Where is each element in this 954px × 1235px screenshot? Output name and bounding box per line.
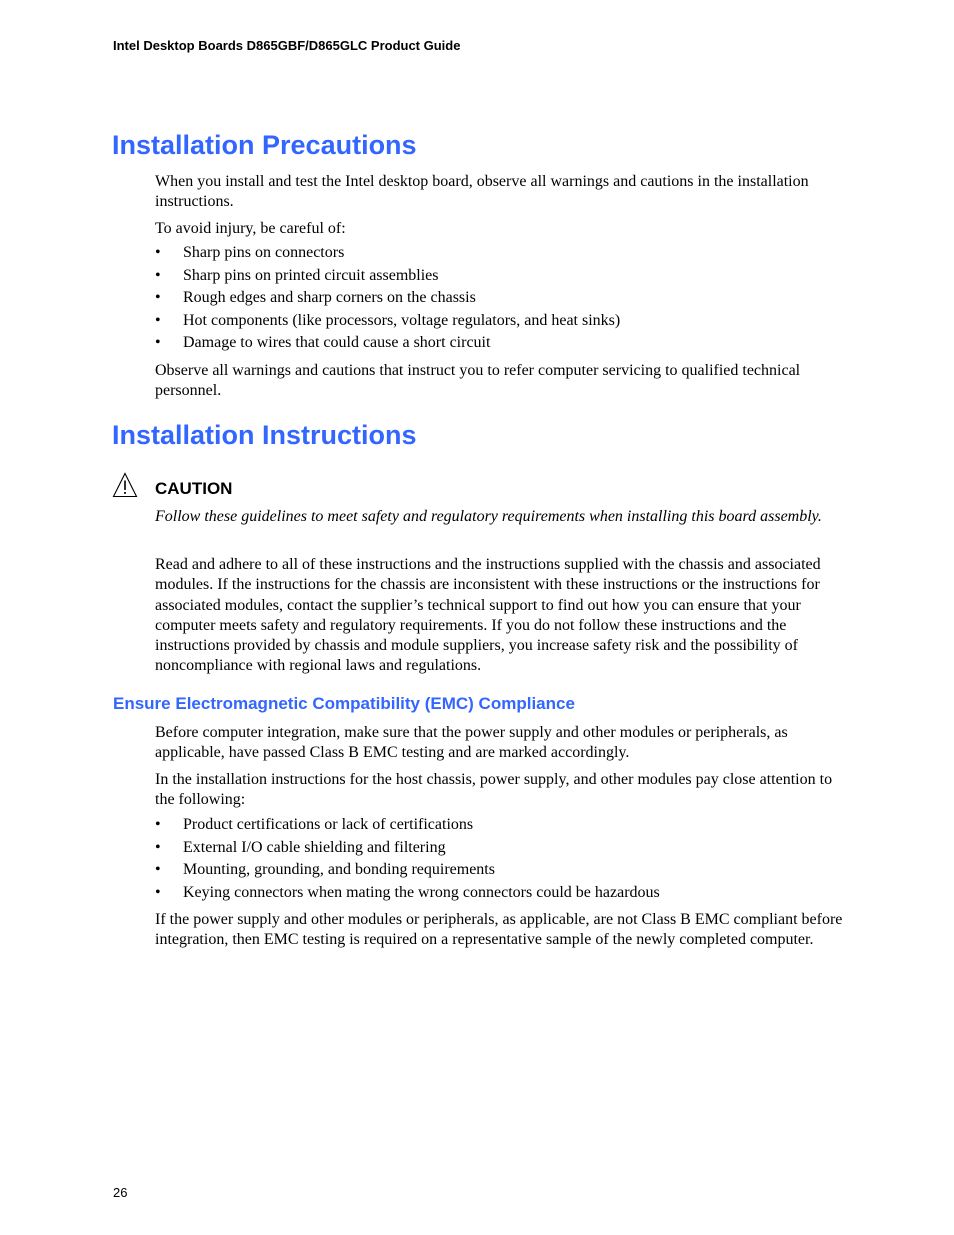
caution-label: CAUTION <box>155 479 233 498</box>
page-number: 26 <box>113 1185 128 1200</box>
running-header: Intel Desktop Boards D865GBF/D865GLC Product Guide <box>113 38 461 53</box>
list-item: • Mounting, grounding, and bonding requirements <box>155 861 495 878</box>
heading-installation-instructions: Installation Instructions <box>112 420 417 450</box>
list-item: • Keying connectors when mating the wrong connectors could be hazardous <box>155 883 660 901</box>
precautions-bullet-list <box>155 243 850 356</box>
caution-text: Follow these guidelines to meet safety and regulatory requirements when installing this board assembly. <box>155 508 822 525</box>
list-item: • Sharp pins on printed circuit assemblies <box>155 266 439 284</box>
list-item: • Damage to wires that could cause a short circuit <box>155 334 491 351</box>
heading-emc-compliance: Ensure Electromagnetic Compatibility (EMC) Compliance <box>113 694 575 713</box>
list-item: • Product certifications or lack of certifications <box>155 816 474 833</box>
emc-para-1: Before computer integration, make sure that the power supply and other modules or peripherals, as applicable, have passed Class B EMC testing and are marked accordingly. <box>155 724 788 762</box>
emc-para-2: In the installation instructions for the host chassis, power supply, and other modules pay close attention to the following: <box>155 771 833 809</box>
precautions-intro: When you install and test the Intel desktop board, observe all warnings and cautions in the installation instructions. <box>155 173 809 211</box>
list-item: • Hot components (like processors, voltage regulators, and heat sinks) <box>155 311 621 329</box>
warning-triangle-icon <box>112 472 138 498</box>
emc-bullet-list <box>155 815 850 905</box>
heading-installation-precautions: Installation Precautions <box>112 130 417 160</box>
list-item: • Sharp pins on connectors <box>155 244 345 261</box>
instructions-body: Read and adhere to all of these instructions and the instructions supplied with the chassis and associated modules. If the instructions for the chassis are inconsistent with these instructions or the instructions for associated modules, contact the supplier’s technical support to find out how you can ensure that your computer meets safety and regulatory requirements. If you do not follow these instructions and the instructions provided by chassis and module suppliers, you increase safety risk and the possibility of noncompliance with regional laws and regulations. <box>155 556 821 675</box>
emc-para-3: If the power supply and other modules or peripherals, as applicable, are not Class B EMC compliant before integration, then EMC testing is required on a representative sample of the newly completed computer. <box>155 911 843 949</box>
precautions-lead: To avoid injury, be careful of: <box>155 220 346 237</box>
list-item: • Rough edges and sharp corners on the chassis <box>155 289 476 306</box>
precautions-closing: Observe all warnings and cautions that instruct you to refer computer servicing to qualified technical personnel. <box>155 362 801 400</box>
list-item: • External I/O cable shielding and filtering <box>155 838 446 856</box>
